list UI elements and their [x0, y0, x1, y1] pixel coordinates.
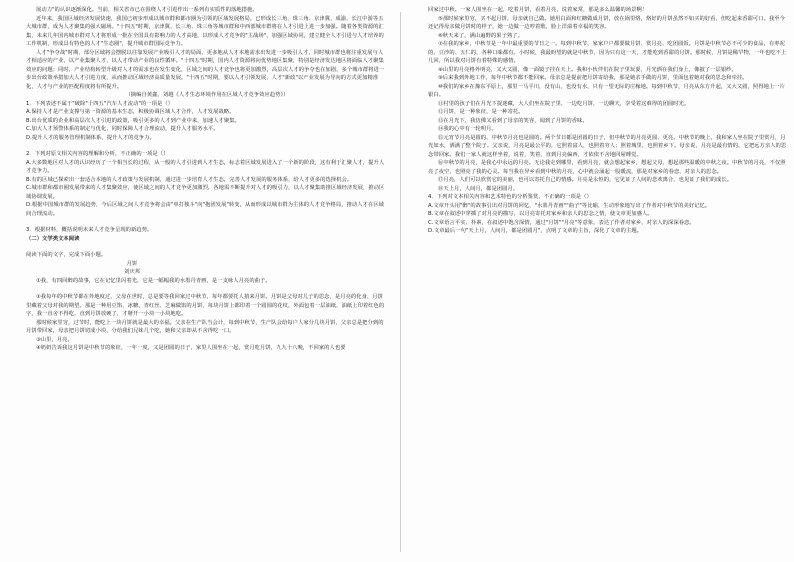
right-line-10: ⑭我的心中有一轮明月。	[438, 126, 497, 132]
left-line-5: A.保持人才是产业支撑与第一资源的基本生态，积极协调区域人才合作，人才发展战略。	[26, 109, 235, 115]
left-column	[26, 6, 388, 353]
left-line-0: 展动力"的认识逐渐深化。当前，相关省市已在围绕人才引进作出一系列有实质性的落地措施。	[36, 7, 258, 13]
right-line-7: ⑪村里的孩子们在月光下捉迷藏，大人们坐在院子里，一边吃月饼，一边聊天，享受着这难得的团圆时光。	[438, 100, 690, 107]
right-line-17: B.文章在叙述中穿插了对月亮的描写，以月亮寄托对家乡和亲人的思念之情，使文章更加感人。	[428, 211, 653, 217]
right-line-14: ⑱天上月，人间月，都是团圆月。	[438, 185, 519, 192]
right-line-15: 4．下列对文本相关内容和艺术特色的分析鉴赏，不正确的一项是（）	[428, 194, 592, 200]
left-line-26: ③山里，月亮。	[36, 336, 73, 343]
left-line-15	[26, 218, 388, 226]
left-line-13: C.城市群和都市圈发展带来的人才集聚效应，使区域之间的人才竞争更加激烈，各地需不断提升对人才的吸引力，以人才聚集助推区域经济发展，推动区域协调发展。	[26, 185, 385, 200]
left-line-10: 2．下列对原文相关内容的理解和分析，不正确的一项是（）	[26, 151, 169, 157]
right-line-16: A.文章开头用"醉"的故事引出对月饼的回忆，"水墨丹青画""曲子"等比喻，生动形象地写出了作者对中秋节的美好记忆。	[428, 202, 711, 209]
left-line-7: C.加大人才预警体系的制定与优化，同时保障人才合理流动，提升人才服务水平。	[26, 126, 219, 132]
left-line-23	[26, 285, 388, 293]
right-line-4: ⑧山里的月亮格外明亮，又大又圆，像一面镜子挂在天上。我和小伙伴们在院子里玩耍，月光洒在我们身上，像披了一层银纱。	[438, 66, 737, 73]
left-line-6: B.出台优质的企业和高层次人才引进的政策，吸引更多的人才到产业中来，加速人才聚集。	[26, 117, 240, 124]
left-line-1: 近年来，我国区域经济发展快速，我国已初步形成以城市群和都市圈为引领的区域发展格局。已形成长三角、珠三角、京津冀、成渝、长江中游等五大城市群，成为人才聚集的强大磁场。"十四五"时期，京津冀、长三角、珠三角等城市群和中西部城市群将在人才引进上进一步加强。随着各类资源的汇集，未来几年国内城市群对人才将形成一批在全国具有影响力的人才高地，以形成人才竞争的"主战场"，加强区域协同，建立健全人才引进与人才培养的工作机制，形成具有特色的人才"生态圈"，提升城市群国际竞争力。	[26, 15, 384, 47]
right-line-18: C.文章语言平实、朴素，在叙述中饱含深情，通过"月饼""月亮"等意象，表达了作者对家乡、对亲人的深深眷恋。	[428, 219, 695, 226]
right-line-0: 回家过中秋。一家人围坐在一起，吃着月饼，看着月亮，说着家常，那是多么温馨的场景啊！	[428, 7, 648, 13]
right-line-11: ⑮元宵节月亮是圆的，中秋节月亮也是圆的。两个节日都是团圆的日子，但中秋节的月亮更圆、更亮。中秋节的晚上，我和家人坐在院子里赏月，月光如水，洒满了整个院子。父亲说，月亮是最公平的，它照着富人，也照着穷人；照着城里，也照着乡下。母亲说，月亮是最有情的，它把远方亲人的思念带回家。我们一家人就这样坐着，说着，笑着，直到月亮偏西，才依依不舍地回屋睡觉。	[428, 134, 787, 158]
left-line-16: 3．根据材料，概括说明未来人才竞争呈现的新趋势。	[26, 227, 153, 233]
right-line-19: D.文章最后一句"天上月，人间月，都是团圆月"，点明了文章的主旨，深化了文章的主题。	[428, 228, 643, 234]
left-line-3: （摘编自黄鑫、刘越《人才生态环境作用在区域人才竞争效应趋势》）	[125, 92, 289, 98]
left-line-4: 1．下列表述不属于"破除"十四五"汽车人才流动"的一项是（）	[26, 100, 174, 107]
right-column	[428, 6, 790, 236]
left-line-25: 那时候家里穷，过节时，能吃上一块月饼就是最大的幸福。父亲在生产队当会计，每到中秋节，生产队会给每户人家分几块月饼，父亲总是把分到的月饼带回家，母亲把月饼切成小块，分给我们兄妹几个吃，她和父亲却从不舍得吃一口。	[26, 319, 384, 334]
left-line-20: 月饼	[126, 260, 138, 267]
left-line-14: D.根据中国城市群的发展趋势，今后区域之间人才竞争将会由"单打独斗"向"抱团发展"转变，从而形成以城市群为主体的人才竞争格局，推动人才在区域间合理流动。	[26, 202, 385, 217]
right-line-12: ⑯中秋节的月亮，是我心中永远的月亮。无论我走到哪里，看到月亮，就会想起家乡，想起父母，想起那些温暖的中秋之夜。中秋节的月亮，不仅照亮了夜空，也照亮了我的心灵。每当我在异乡看到中秋的月亮，心中就会涌起一股暖流，那是对家乡的眷恋，对亲人的思念。	[428, 160, 786, 175]
right-line-3: ⑦在我的家乡，中秋节是一年中最重要的节日之一。每到中秋节，家家户户都要做月饼、赏月亮、吃团圆饭。月饼是中秋节必不可少的食品，有枣泥的、豆沙的、五仁的，各种口味都有。小时候，我最盼望的就是中秋节，因为只有这一天，才能吃到香甜的月饼。那时候，月饼是稀罕物，一年也吃不上几回，所以我对月饼有着特殊的感情。	[428, 41, 787, 64]
right-line-5: ⑨后来我到外地工作，每年中秋节都不能回家。母亲总是提前把月饼寄给我，那是她亲手做的月饼，里面包着她对我的思念和牵挂。	[438, 75, 748, 81]
left-line-12: B.有的区域已探索出一套适合本地的人才政策与发展机制，通过进一步培育人才生态，完善人才发展的服务体系，给人才更多的选择机会。	[26, 176, 353, 183]
left-line-24: ②我每年的中秋节都在外地度过，父母在世时，总是要等我回家过中秋节，每年都要托人捎来月饼。月饼是父母对儿子的思念，是月亮的化身，月饼里藏着父母对我的期望。那是一种用豆馅、冰糖、青红丝、芝麻做馅的月饼，每块月饼上都印着一个圆圆的花纹，外面包着一层油纸，油纸上印着红色的字，我一直舍不得吃，直到月饼放硬了，才掰开一小块一小块地吃。	[26, 294, 385, 317]
left-line-19: 阅读下面的文字，完成下面小题。	[26, 252, 107, 258]
left-line-11: A.大多数地区对人才的认识经历了一个相当长的过程，从一般的人才引进到人才生态，标志着区域发展进入了一个新的阶段，这有利于汇聚人才，提升人才竞争力。	[26, 159, 385, 174]
right-line-1: ⑤那时候家里穷，买不起月饼，母亲就自己做。她用白面和红糖做成月饼，放在锅里烙，烙好的月饼虽然不如买的好看，但吃起来香甜可口。我至今还记得母亲做月饼时的样子，她一边做一边哼着歌，脸上洋溢着幸福的笑容。	[428, 15, 786, 30]
column-divider	[400, 12, 401, 552]
left-line-18	[26, 243, 388, 251]
right-line-8: ⑫月饼，是一种象征，是一种寄托。	[438, 109, 524, 115]
left-line-21: 刘庆邦	[123, 269, 141, 275]
left-line-17: （二）文学类文本阅读	[26, 235, 80, 242]
left-line-27: ④奶奶告诉我这月饼是中秋节的象征，一年一度，又是团圆的日子，家里人围坐在一起，赏月吃月饼，九九十八晚，不回家的人也要	[36, 345, 346, 351]
right-line-6: ⑩我们的家乡在豫东平原上，那里一马平川，没有山，也没有水，只有一望无际的庄稼地。每到中秋节，月亮从东方升起，又大又圆，照得地上一片银白。	[428, 83, 786, 98]
right-line-13: ⑰月亮，人们可以欣赏它的美丽，也可以寄托自己的情感。月亮是永恒的，它见证了人间的悲欢离合，也见证了我们的成长。	[438, 177, 733, 183]
left-line-2: 人才"争夺战"时期，部分区域将会摆脱以往靠发展产业吸引人才的局面，更多地从人才本地需求出发进一步吸引人才，同时城市群也将注重发展与人才相适应的产业，以产业集聚人才，以人才带动产业的良性循环。"十四五"时期，国内人才资源将向优势地区集聚，特别是经济发达地区将面临人才聚集效应的问题；同时，产业结构转型升级对人才的需求也在发生变化，区域之间的人才竞争也将更加激烈，高层次人才的争夺也在加剧，多个城市群将进一步出台政策举措加大人才引进力度，从而推动区域经济高质量发展。"十四五"时期，要以人才引领发展，人才"新政"以产业发展为导向的方式更加精准化，人才与产业的匹配程度将有所提升。	[26, 49, 385, 90]
left-line-22: ①我，有四回醉的故事，它在记忆里闪着光，它是一幅幅我的水墨丹青画，是一支咏人月亮的曲子。	[36, 277, 271, 284]
right-line-9: ⑬在月光下，我仿佛又看到了母亲的笑容，闻到了月饼的香味。	[438, 117, 588, 124]
right-line-2: ⑥秋天来了，满山遍野的果子熟了。	[438, 32, 524, 39]
left-line-8: D.提升人才的服务管理机制体系，提升人才的竞争力。	[26, 134, 155, 141]
left-line-9	[26, 142, 388, 150]
